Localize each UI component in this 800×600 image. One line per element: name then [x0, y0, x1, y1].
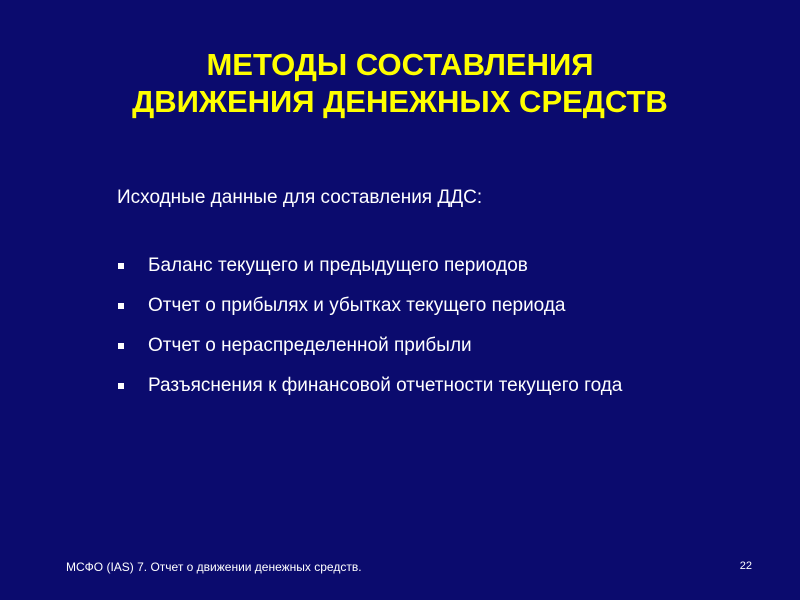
square-bullet-icon	[118, 343, 124, 349]
slide-footer: МСФО (IAS) 7. Отчет о движении денежных средств.	[66, 560, 362, 574]
bullet-item	[114, 334, 622, 374]
slide-title	[0, 46, 800, 120]
square-bullet-icon	[118, 263, 124, 269]
slide-title-line-2: ДВИЖЕНИЯ ДЕНЕЖНЫХ СРЕДСТВ	[132, 84, 668, 119]
page-number: 22	[739, 560, 752, 572]
bullet-text: Разъяснения к финансовой отчетности текущего года	[148, 375, 623, 396]
square-bullet-icon	[118, 303, 124, 309]
bullet-text: Отчет о нераспределенной прибыли	[148, 335, 472, 356]
bullet-list	[114, 254, 622, 414]
bullet-item	[114, 254, 622, 294]
bullet-text: Баланс текущего и предыдущего периодов	[148, 255, 528, 276]
square-bullet-icon	[118, 383, 124, 389]
bullet-item	[114, 374, 622, 414]
intro-text: Исходные данные для составления ДДС:	[117, 187, 483, 208]
bullet-item	[114, 294, 622, 334]
slide-title-line-1: МЕТОДЫ СОСТАВЛЕНИЯ	[206, 47, 594, 82]
bullet-text: Отчет о прибылях и убытках текущего периода	[148, 295, 566, 316]
